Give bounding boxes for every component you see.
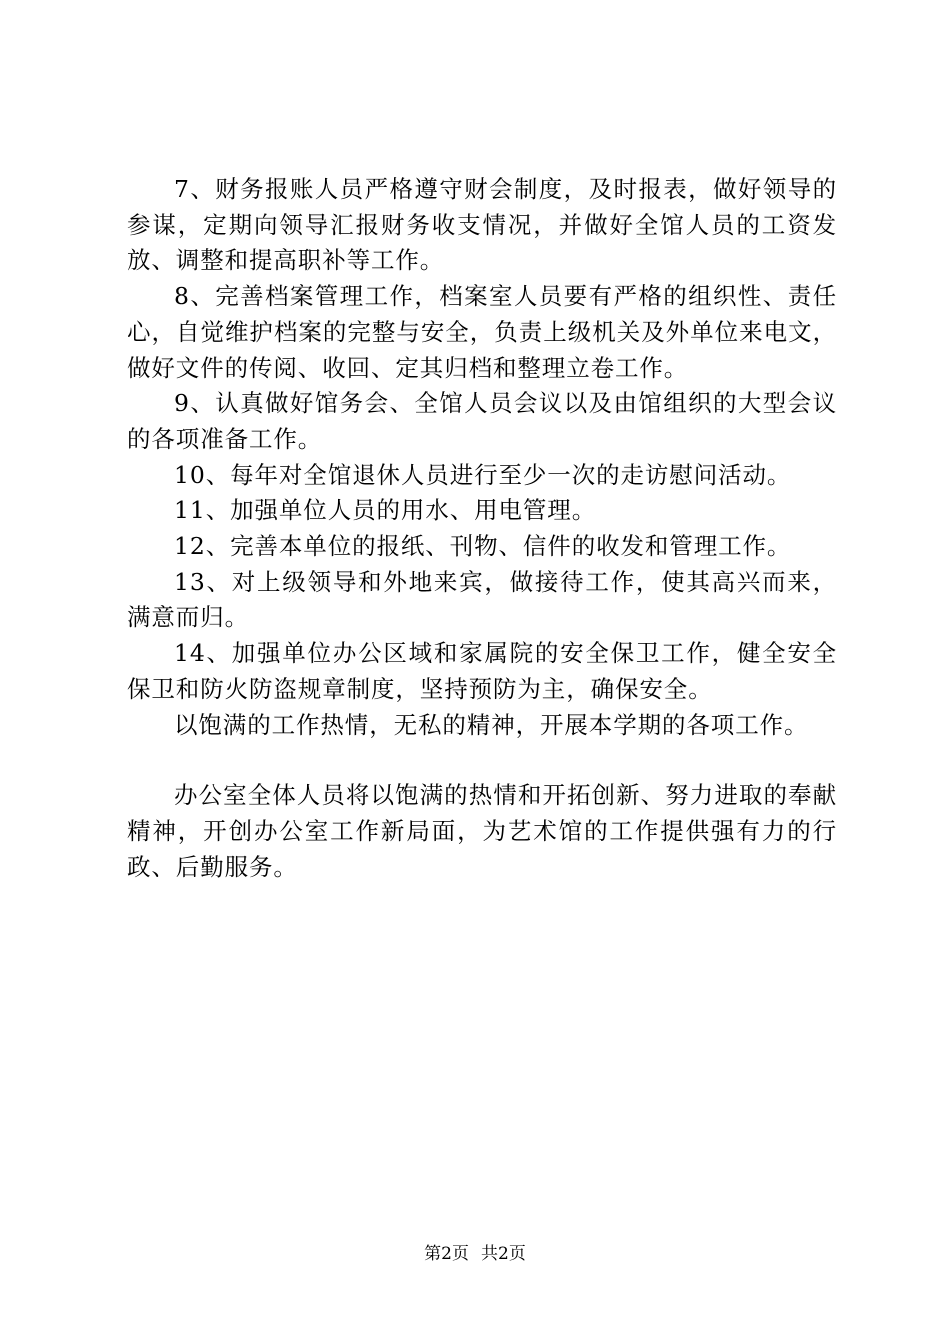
paragraph-item-7: 7、财务报账人员严格遵守财会制度，及时报表，做好领导的参谋，定期向领导汇报财务收支情况，并做好全馆人员的工资发放、调整和提高职补等工作。 [127,175,837,275]
paragraph-item-10: 10、每年对全馆退休人员进行至少一次的走访慰问活动。 [174,460,792,489]
paragraph-item-12: 12、完善本单位的报纸、刊物、信件的收发和管理工作。 [174,532,792,561]
paragraph-item-13: 13、对上级领导和外地来宾，做接待工作，使其高兴而来，满意而归。 [127,567,837,632]
document-body [127,172,837,885]
paragraph-item-14: 14、加强单位办公区域和家属院的安全保卫工作，健全安全保卫和防火防盗规章制度，坚持预防为主，确保安全。 [127,639,837,703]
paragraph-conclusion: 办公室全体人员将以饱满的热情和开拓创新、努力进取的奉献精神，开创办公室工作新局面，为艺术馆的工作提供强有力的行政、后勤服务。 [127,781,837,881]
paragraph-item-11: 11、加强单位人员的用水、用电管理。 [174,496,597,525]
paragraph-item-9: 9、认真做好馆务会、全馆人员会议以及由馆组织的大型会议的各项准备工作。 [127,389,837,453]
paragraph-closing-line: 以饱满的工作热情，无私的精神，开展本学期的各项工作。 [174,710,809,739]
paragraph-item-8: 8、完善档案管理工作，档案室人员要有严格的组织性、责任心，自觉维护档案的完整与安全，负责上级机关及外单位来电文，做好文件的传阅、收回、定其归档和整理立卷工作。 [127,282,837,382]
page-footer [0,1243,950,1265]
page-number-total: 共2页 [481,1244,526,1264]
page-number-current: 第2页 [424,1244,469,1264]
